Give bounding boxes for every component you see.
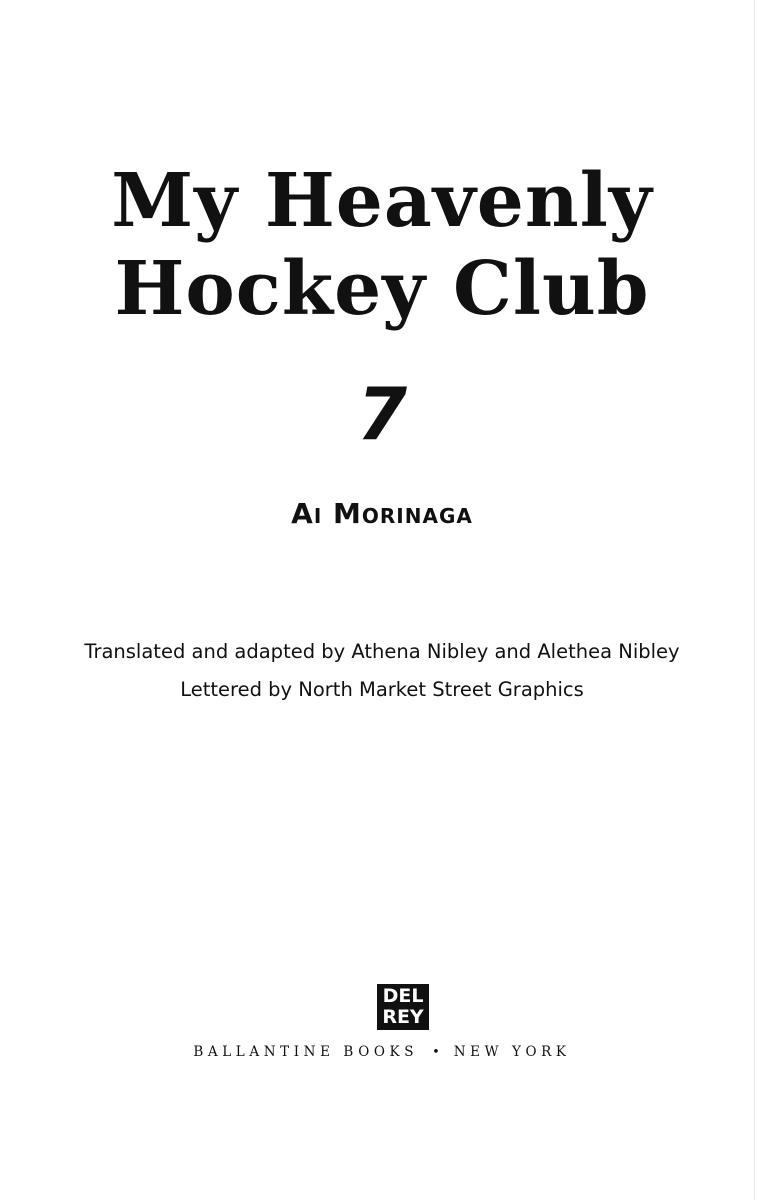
translation-credit: Translated and adapted by Athena Nibley and Alethea Nibley <box>84 640 680 663</box>
page-edge <box>754 0 755 1200</box>
book-title-line-2: Hockey Club <box>114 246 650 332</box>
imprint-separator: • <box>432 1045 440 1060</box>
book-title-line-1: My Heavenly <box>111 158 653 244</box>
logo-line-1: DEL <box>382 985 424 1007</box>
logo-line-2: REY <box>382 1006 424 1028</box>
publisher-imprint <box>0 1046 764 1060</box>
publisher-name: BALLANTINE BOOKS <box>193 1044 419 1060</box>
del-rey-logo <box>377 984 429 1030</box>
author-name: Ai Morinaga <box>291 497 473 530</box>
publisher-city: NEW YORK <box>453 1044 571 1060</box>
lettering-credit: Lettered by North Market Street Graphics <box>180 678 584 701</box>
volume-number: 7 <box>356 372 408 456</box>
